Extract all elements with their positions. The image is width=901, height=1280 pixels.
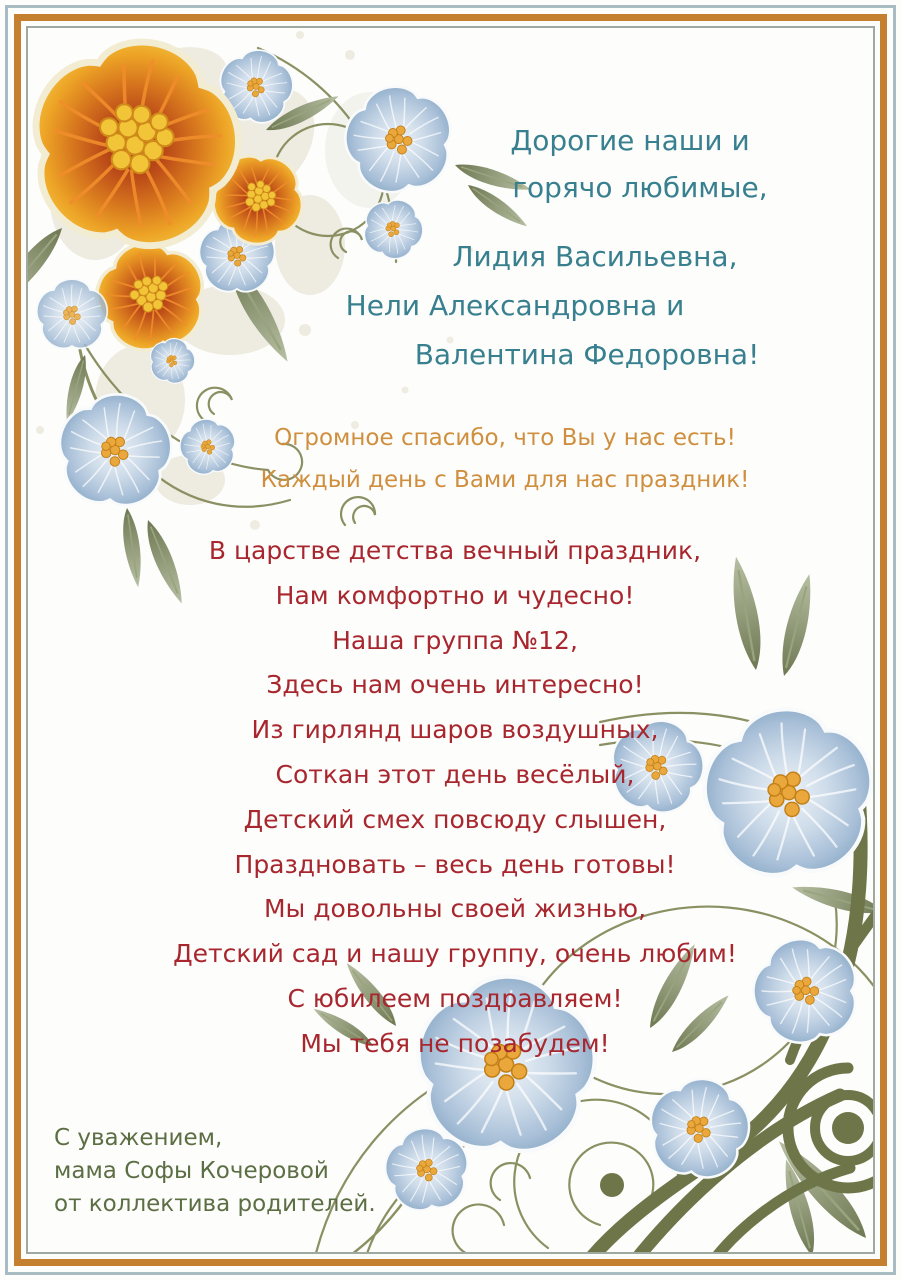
poem-line: В царстве детства вечный праздник, xyxy=(208,536,702,565)
poem-line: Наша группа №12, xyxy=(332,625,578,655)
poem-line: Детский сад и нашу группу, очень любим! xyxy=(173,939,737,969)
signature-line-2: мама Софы Кочеровой xyxy=(54,1158,329,1184)
signature-line-1: С уважением, xyxy=(54,1125,223,1151)
thanks-line-2: Каждый день с Вами для нас праздник! xyxy=(260,466,750,493)
poem-block xyxy=(160,529,750,1067)
addressee-name-1: Лидия Васильевна, xyxy=(452,240,738,273)
poem-line: Нам комфортно и чудесно! xyxy=(275,580,635,610)
poem-line: Здесь нам очень интересно! xyxy=(266,670,644,700)
poem-line: Мы довольны своей жизнью, xyxy=(263,894,647,924)
thanks-block xyxy=(255,418,755,501)
addressee-name-3: Валентина Федоровна! xyxy=(414,338,760,371)
blue-flower-icon xyxy=(636,1071,762,1192)
signature-line-3: от коллектива родителей. xyxy=(54,1191,376,1217)
signature-block xyxy=(54,1122,376,1221)
poem-line: Из гирлянд шаров воздушных, xyxy=(251,715,659,745)
poem-line: Детский смех повсюду слышен, xyxy=(243,804,667,834)
greeting-line-1: Дорогие наши и xyxy=(510,124,750,157)
poem-line: С юбилеем поздравляем! xyxy=(287,983,623,1013)
thanks-line-1: Огромное спасибо, что Вы у нас есть! xyxy=(274,425,736,451)
addressee-name-2: Нели Александровна и xyxy=(345,289,685,322)
poem-line: Мы тебя не позабудем! xyxy=(300,1028,610,1058)
poem-line: Праздновать – весь день готовы! xyxy=(234,849,676,879)
poem-line: Соткан этот день весёлый, xyxy=(275,759,635,789)
greeting-line-2: горячо любимые, xyxy=(512,171,768,204)
